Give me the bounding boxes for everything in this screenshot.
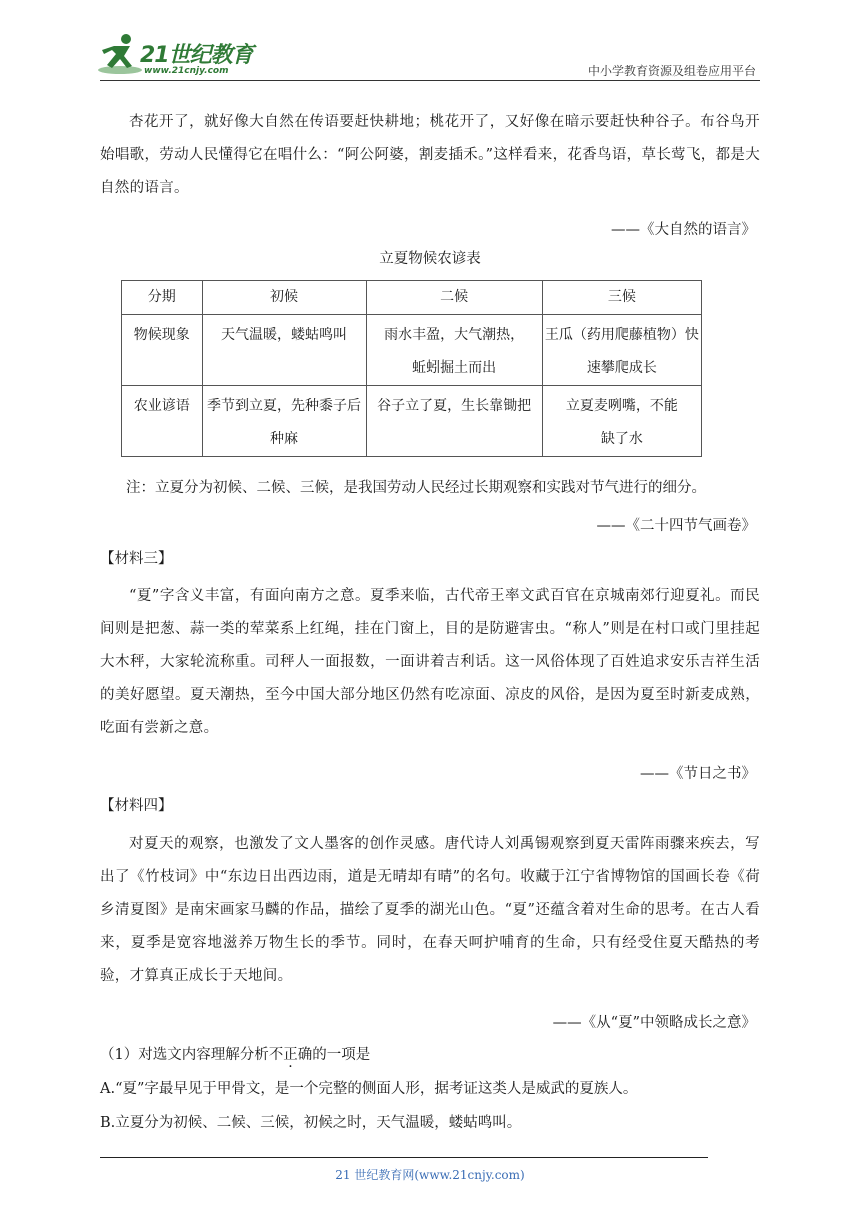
material4-heading: 【材料四】 [100, 798, 173, 814]
platform-label: 中小学教育资源及组卷应用平台 [587, 64, 756, 78]
table-cell: 物候现象 [122, 315, 203, 386]
table-row [122, 315, 702, 386]
material3-source: ——《节日之书》 [640, 766, 756, 782]
question-stem-prefix: （1）对选文内容理解分析 [100, 1047, 269, 1063]
header-divider [100, 80, 760, 81]
logo-url: www.21cnjy.com [144, 66, 229, 76]
phenology-table [121, 280, 702, 457]
material3-heading: 【材料三】 [100, 551, 173, 567]
table-cell: 立夏麦咧嘴，不能缺了水 [542, 386, 701, 457]
table-cell: 雨水丰盈，大气潮热，蚯蚓掘土而出 [366, 315, 542, 386]
table-header-cell: 分期 [122, 281, 203, 315]
option-a[interactable]: A.“夏”字最早见于甲骨文，是一个完整的侧面人形，据考证这类人是威武的夏族人。 [100, 1081, 638, 1097]
table-title: 立夏物候农谚表 [379, 251, 481, 267]
material2-source: ——《大自然的语言》 [611, 222, 756, 238]
site-logo[interactable] [96, 32, 266, 80]
table-header-cell: 初候 [202, 281, 366, 315]
question-stem-emphasis: 不正确 [268, 1047, 313, 1063]
table-note: 注：立夏分为初候、二候、三候，是我国劳动人民经过长期观察和实践对节气进行的细分。 [126, 480, 706, 496]
footer-link[interactable]: 21 世纪教育网(www.21cnjy.com) [335, 1168, 525, 1182]
footer-divider [100, 1157, 708, 1158]
material2-paragraph: 杏花开了，就好像大自然在传语要赶快耕地；桃花开了，又好像在暗示要赶快种谷子。布谷鸟开始唱歌，劳动人民懂得它在唱什么：“阿公阿婆，割麦插禾。”这样看来，花香鸟语，草长莺飞，都是大自然的语言。 [100, 114, 760, 196]
material3-paragraph: “夏”字含义丰富，有面向南方之意。夏季来临，古代帝王率文武百官在京城南郊行迎夏礼。而民间则是把葱、蒜一类的荤菜系上红绳，挂在门窗上，目的是防避害虫。“称人”则是在村口或门里挂起大木秤，大家轮流称重。司秤人一面报数，一面讲着吉利话。这一风俗体现了百姓追求安乐吉祥生活的美好愿望。夏天潮热，至今中国大部分地区仍然有吃凉面、凉皮的风俗，是因为夏至时新麦成熟，吃面有尝新之意。 [100, 588, 760, 736]
table-cell: 农业谚语 [122, 386, 203, 457]
table-cell: 天气温暖，蝼蛄鸣叫 [202, 315, 366, 386]
running-man-icon [96, 32, 144, 76]
table-cell: 季节到立夏，先种黍子后种麻 [202, 386, 366, 457]
question-stem [100, 1043, 370, 1064]
table-header-row [122, 281, 702, 315]
table-row [122, 386, 702, 457]
table-cell: 谷子立了夏，生长靠锄把 [366, 386, 542, 457]
table-header-cell: 三候 [542, 281, 701, 315]
table-header-cell: 二候 [366, 281, 542, 315]
logo-text: 21世纪教育 [140, 43, 253, 68]
question-stem-suffix: 的一项是 [312, 1047, 371, 1063]
material4-source: ——《从“夏”中领略成长之意》 [552, 1015, 756, 1031]
table-note-source: ——《二十四节气画卷》 [596, 518, 756, 534]
material4-paragraph: 对夏天的观察，也激发了文人墨客的创作灵感。唐代诗人刘禹锡观察到夏天雷阵雨骤来疾去，写出了《竹枝词》中“东边日出西边雨，道是无晴却有晴”的名句。收藏于江宁省博物馆的国画长卷《荷乡清夏图》是南宋画家马麟的作品，描绘了夏季的湖光山色。“夏”还蕴含着对生命的思考。在古人看来，夏季是宽容地滋养万物生长的季节。同时，在春天呵护哺育的生命，只有经受住夏天酷热的考验，才算真正成长于天地间。 [100, 836, 760, 984]
option-b[interactable]: B.立夏分为初候、二候、三候，初候之时，天气温暖，蝼蛄鸣叫。 [100, 1115, 522, 1131]
table-cell: 王瓜（药用爬藤植物）快速攀爬成长 [542, 315, 701, 386]
